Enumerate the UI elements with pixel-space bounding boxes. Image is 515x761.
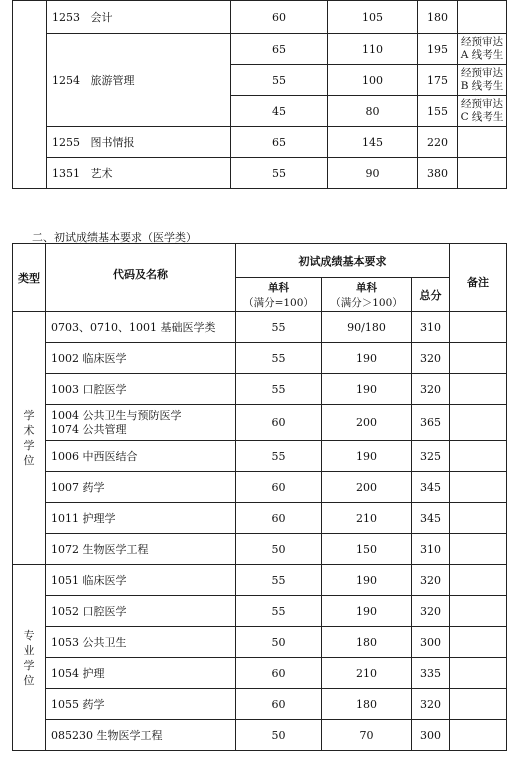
- table-row: [13, 565, 507, 596]
- total-score-cell: 155: [418, 96, 458, 127]
- table-row: [13, 312, 507, 343]
- note-cell: 经预审达 B 线考生: [458, 65, 507, 96]
- single-score-cell: 55: [236, 565, 322, 596]
- program-name-cell: 1007 药学: [46, 472, 236, 503]
- program-name-cell: 1052 口腔医学: [46, 596, 236, 627]
- note-cell: 经预审达 A 线考生: [458, 34, 507, 65]
- table-row: [13, 405, 507, 441]
- table-row: [13, 472, 507, 503]
- medical-score-table: [12, 243, 507, 751]
- total-score-cell: 345: [412, 503, 450, 534]
- single-score-cell: 55: [231, 65, 328, 96]
- program-name-cell: 1254 旅游管理: [47, 34, 231, 127]
- note-cell: 经预审达 C 线考生: [458, 96, 507, 127]
- program-name-cell: 1004 公共卫生与预防医学 1074 公共管理: [46, 405, 236, 441]
- single-score-cell: 60: [231, 1, 328, 34]
- single-score-cell: 190: [322, 343, 412, 374]
- basic-requirement-header: 初试成绩基本要求: [236, 244, 450, 278]
- program-name-cell: 1055 药学: [46, 689, 236, 720]
- total-score-cell: 345: [412, 472, 450, 503]
- single-score-cell: 60: [236, 472, 322, 503]
- total-score-cell: 180: [418, 1, 458, 34]
- total-score-cell: 310: [412, 534, 450, 565]
- program-name-cell: 1255 图书情报: [47, 127, 231, 158]
- single-score-cell: 180: [322, 627, 412, 658]
- type-cell-academic: 学 术 学 位: [13, 312, 46, 565]
- program-name-cell: 1002 临床医学: [46, 343, 236, 374]
- single-score-cell: 50: [236, 627, 322, 658]
- single-score-cell: 55: [236, 374, 322, 405]
- total-score-cell: 195: [418, 34, 458, 65]
- single-score-cell: 50: [236, 720, 322, 751]
- program-name-cell: 1006 中西医结合: [46, 441, 236, 472]
- table-row: [13, 534, 507, 565]
- total-score-cell: 335: [412, 658, 450, 689]
- note-header: 备注: [450, 244, 507, 312]
- single-score-cell: 55: [236, 441, 322, 472]
- single-score-cell: 55: [236, 343, 322, 374]
- total-score-cell: 365: [412, 405, 450, 441]
- program-name-cell: 0703、0710、1001 基础医学类: [46, 312, 236, 343]
- type-cell-professional: 专 业 学 位: [13, 565, 46, 751]
- program-name-cell: 085230 生物医学工程: [46, 720, 236, 751]
- single-score-cell: 190: [322, 565, 412, 596]
- single-score-cell: 210: [322, 503, 412, 534]
- header-row: [13, 244, 507, 278]
- note-cell: [450, 405, 507, 441]
- single-score-cell: 90: [328, 158, 418, 189]
- total-score-cell: 320: [412, 343, 450, 374]
- note-cell: [450, 343, 507, 374]
- total-score-cell: 320: [412, 689, 450, 720]
- note-cell: [450, 534, 507, 565]
- section-title: 二、初试成绩基本要求（医学类）: [32, 231, 197, 244]
- score-table-continued: [12, 0, 507, 189]
- table-row: [13, 158, 507, 189]
- note-cell: [450, 472, 507, 503]
- single-score-cell: 210: [322, 658, 412, 689]
- single-score-cell: 45: [231, 96, 328, 127]
- note-cell: [450, 689, 507, 720]
- program-name-cell: 1072 生物医学工程: [46, 534, 236, 565]
- total-score-cell: 320: [412, 374, 450, 405]
- total-score-cell: 310: [412, 312, 450, 343]
- single-score-cell: 60: [236, 689, 322, 720]
- single-score-cell: 190: [322, 596, 412, 627]
- single-score-cell: 60: [236, 658, 322, 689]
- program-name-cell: 1053 公共卫生: [46, 627, 236, 658]
- total-score-cell: 320: [412, 596, 450, 627]
- note-cell: [450, 441, 507, 472]
- program-name-cell: 1054 护理: [46, 658, 236, 689]
- total-score-cell: 300: [412, 720, 450, 751]
- program-name-cell: 1003 口腔医学: [46, 374, 236, 405]
- table-row: [13, 627, 507, 658]
- single-score-cell: 60: [236, 405, 322, 441]
- single-over-100-header: 单科 （满分＞100）: [322, 278, 412, 312]
- table-row: [13, 374, 507, 405]
- code-name-header: 代码及名称: [46, 244, 236, 312]
- single-score-cell: 200: [322, 405, 412, 441]
- single-score-cell: 65: [231, 127, 328, 158]
- single-score-cell: 55: [236, 312, 322, 343]
- table-row: [13, 658, 507, 689]
- note-cell: [450, 658, 507, 689]
- total-score-cell: 325: [412, 441, 450, 472]
- note-cell: [458, 1, 507, 34]
- note-cell: [450, 596, 507, 627]
- single-score-cell: 190: [322, 441, 412, 472]
- total-score-cell: 300: [412, 627, 450, 658]
- single-score-cell: 90/180: [322, 312, 412, 343]
- single-score-cell: 105: [328, 1, 418, 34]
- note-cell: [450, 720, 507, 751]
- single-score-cell: 80: [328, 96, 418, 127]
- type-cell: [13, 1, 47, 189]
- single-score-cell: 190: [322, 374, 412, 405]
- single-score-cell: 70: [322, 720, 412, 751]
- single-score-cell: 55: [236, 596, 322, 627]
- single-score-cell: 110: [328, 34, 418, 65]
- program-name-cell: 1051 临床医学: [46, 565, 236, 596]
- table-row: [13, 343, 507, 374]
- single-score-cell: 180: [322, 689, 412, 720]
- note-cell: [458, 158, 507, 189]
- single-score-cell: 50: [236, 534, 322, 565]
- single-100-header: 单科 （满分=100）: [236, 278, 322, 312]
- table-row: [13, 441, 507, 472]
- total-score-cell: 220: [418, 127, 458, 158]
- note-cell: [450, 565, 507, 596]
- single-score-cell: 150: [322, 534, 412, 565]
- note-cell: [450, 627, 507, 658]
- table-row: [13, 34, 507, 65]
- program-name-cell: 1253 会计: [47, 1, 231, 34]
- table-row: [13, 689, 507, 720]
- total-score-cell: 175: [418, 65, 458, 96]
- note-cell: [450, 503, 507, 534]
- single-score-cell: 145: [328, 127, 418, 158]
- single-score-cell: 60: [236, 503, 322, 534]
- table-row: [13, 596, 507, 627]
- single-score-cell: 100: [328, 65, 418, 96]
- total-header: 总分: [412, 278, 450, 312]
- program-name-cell: 1351 艺术: [47, 158, 231, 189]
- note-cell: [450, 374, 507, 405]
- total-score-cell: 380: [418, 158, 458, 189]
- note-cell: [458, 127, 507, 158]
- program-name-cell: 1011 护理学: [46, 503, 236, 534]
- table-row: [13, 503, 507, 534]
- single-score-cell: 55: [231, 158, 328, 189]
- table-row: [13, 720, 507, 751]
- type-header: 类型: [13, 244, 46, 312]
- single-score-cell: 65: [231, 34, 328, 65]
- note-cell: [450, 312, 507, 343]
- single-score-cell: 200: [322, 472, 412, 503]
- table-row: [13, 127, 507, 158]
- total-score-cell: 320: [412, 565, 450, 596]
- table-row: [13, 1, 507, 34]
